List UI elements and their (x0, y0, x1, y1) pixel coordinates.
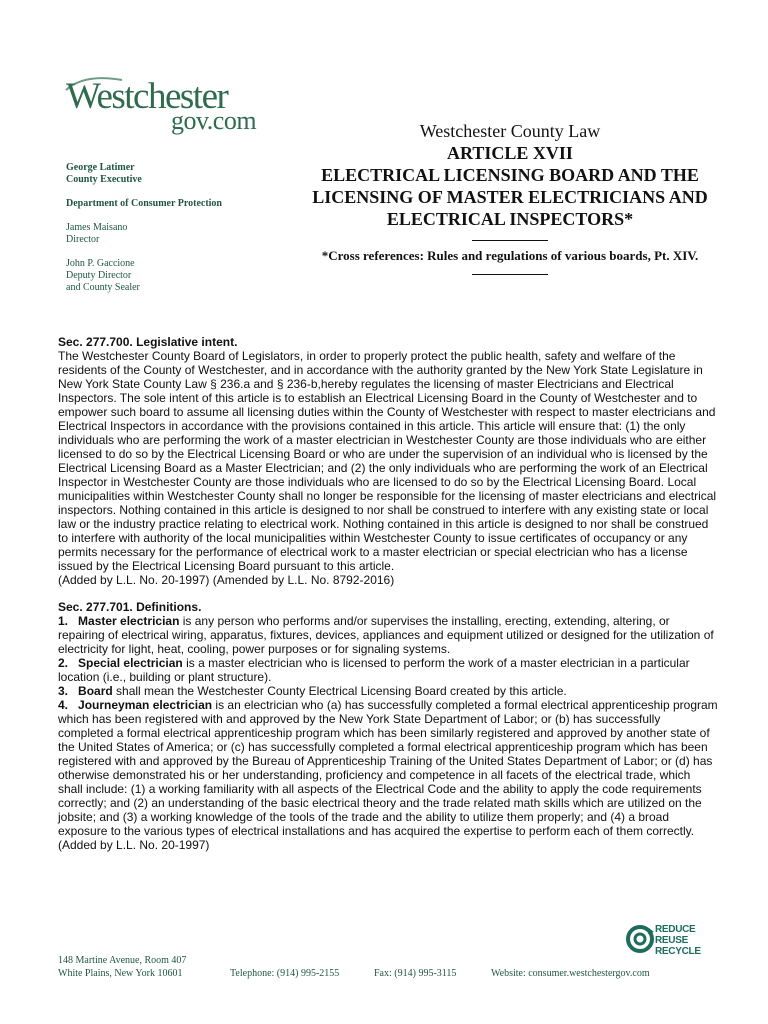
definition-2-term: Special electrician (78, 656, 183, 670)
deputy-name: John P. Gaccione (66, 258, 135, 269)
definition-4-number: 4. (58, 698, 69, 712)
title-rule-top (472, 240, 548, 241)
footer-address-line-1: 148 Martine Avenue, Room 407 (58, 955, 187, 966)
definition-4 (58, 698, 718, 838)
executive-name: George Latimer (66, 162, 135, 173)
page-footer (58, 954, 748, 980)
deputy-title: Deputy Director (66, 270, 132, 281)
article-title-line-3: ELECTRICAL INSPECTORS* (386, 209, 634, 229)
director-title: Director (66, 234, 100, 245)
definition-1-term: Master electrician (78, 614, 180, 628)
title-rule-bottom (472, 274, 548, 275)
definition-4-term: Journeyman electrician (78, 698, 213, 712)
section-701-history: (Added by L.L. No. 20-1997) (58, 838, 210, 852)
logo-text-govcom: gov.com (171, 106, 257, 135)
department-name: Department of Consumer Protection (66, 198, 222, 209)
definition-2-text: is a master electrician who is licensed to perform the work of a master electrician in a particular location (i.e., building or plant structure). (58, 656, 690, 684)
recycle-word-recycle: RECYCLE (655, 946, 701, 957)
director-name: James Maisano (66, 222, 128, 233)
definition-3-term: Board (78, 684, 113, 698)
cross-reference: *Cross references: Rules and regulations of various boards, Pt. XIV. (321, 248, 699, 263)
footer-contact-row (58, 967, 748, 980)
definition-3-number: 3. (58, 684, 69, 698)
officials-column (66, 162, 256, 294)
deputy-title-2: and County Sealer (66, 282, 140, 293)
recycle-word-reuse: REUSE (655, 935, 688, 946)
definition-1 (58, 614, 718, 656)
footer-address-line-2: White Plains, New York 10601 (58, 968, 183, 979)
definition-3 (58, 684, 718, 698)
definition-1-text: is any person who performs and/or supervises the installing, erecting, extending, altering, or repairing of electrical wiring, apparatus, fixtures, devices, appliances and equipment utilized or designed for the utilization of electricity for light, heat, cooling, power purposes or for signaling systems. (58, 614, 714, 656)
definition-1-number: 1. (58, 614, 69, 628)
law-title: Westchester County Law (419, 121, 601, 141)
article-title-line-2: LICENSING OF MASTER ELECTRICIANS AND (312, 187, 708, 207)
footer-fax: Fax: (914) 995-3115 (374, 968, 457, 979)
logo-text-westchester: Westchester (66, 76, 228, 117)
footer-website: Website: consumer.westchestergov.com (491, 968, 650, 979)
footer-telephone: Telephone: (914) 995-2155 (230, 968, 340, 979)
document-title-block (280, 120, 740, 275)
definition-4-text: is an electrician who (a) has successfully completed a formal electrical apprenticeship program which has been registered with and approved by the New York State Department of Labor; or (b) has successfully completed a formal electrical apprenticeship program which has been similarly registered and approved by another state of the United States of America; or (c) has successfully completed a formal electrical apprenticeship program which has been registered with and approved by the Bureau of Apprenticeship Training of the United States Department of Labor; or (d) has otherwise demonstrated his or her understanding, proficiency and competence in all facets of the electrical trade, which shall include: (1) a working familiarity with all aspects of the Electrical Code and the ability to apply the code requirements correctly; and (2) an understanding of the basic electrical theory and the trade related math skills which are utilized on the jobsite; and (3) a working knowledge of the tools of the trade and the ability to utilize them properly; and (4) a broad exposure to the various types of electrical installations and has acquired the expertise to perform each of them correctly. (58, 698, 718, 838)
recycle-words (655, 924, 701, 957)
article-title-line-1: ELECTRICAL LICENSING BOARD AND THE (321, 165, 699, 185)
section-700-body: The Westchester County Board of Legislators, in order to properly protect the public health, safety and welfare of the residents of the County of Westchester, and in accordance with the authority granted by the New York State Legislature in New York State County Law § 236.a and § 236-b,hereby regulates the licensing of master Electricians and Electrical Inspectors. The sole intent of this article is to establish an Electrical Licensing Board in the County of Westchester and to empower such board to assume all licensing duties within the County of Westchester with respect to master electricians and Electrical Inspectors in accordance with the provisions contained in this article. This article will ensure that: (1) the only individuals who are performing the work of a master electrician in Westchester County are those individuals who are either licensed to do so by the Electrical Licensing Board or who are under the supervision of an individual who is licensed by the Electrical Licensing Board as a Master Electrician; and (2) the only individuals who are performing the work of an Electrical Inspector in Westchester County are those individuals who are licensed to do so by the Electrical Licensing Board. Local municipalities within Westchester County shall no longer be responsible for the licensing of master electricians and electrical inspectors. Nothing contained in this article is designed to nor shall be construed to interfere with any existing state or local law or the industry practice relating to electrical work. Nothing contained in this article is designed to nor shall be construed to interfere with authority of the local municipalities within Westchester County to issue certificates of occupancy or any permits necessary for the performance of electrical work to a master electrician or special electrician who has a license issued by the Electrical Licensing Board pursuant to this article. (58, 349, 717, 573)
westchester-logo (66, 78, 256, 148)
recycle-word-reduce: REDUCE (655, 924, 696, 935)
executive-title: County Executive (66, 174, 142, 185)
article-number: ARTICLE XVII (447, 143, 573, 163)
document-body (58, 335, 718, 852)
section-700-history: (Added by L.L. No. 20-1997) (Amended by L.L. No. 8792-2016) (58, 573, 395, 587)
recycle-icon (625, 922, 655, 956)
definition-3-text: shall mean the Westchester County Electrical Licensing Board created by this article. (112, 684, 567, 698)
definition-2 (58, 656, 718, 684)
section-701-heading: Sec. 277.701. Definitions. (58, 600, 202, 614)
section-700-heading: Sec. 277.700. Legislative intent. (58, 335, 238, 349)
definition-2-number: 2. (58, 656, 69, 670)
